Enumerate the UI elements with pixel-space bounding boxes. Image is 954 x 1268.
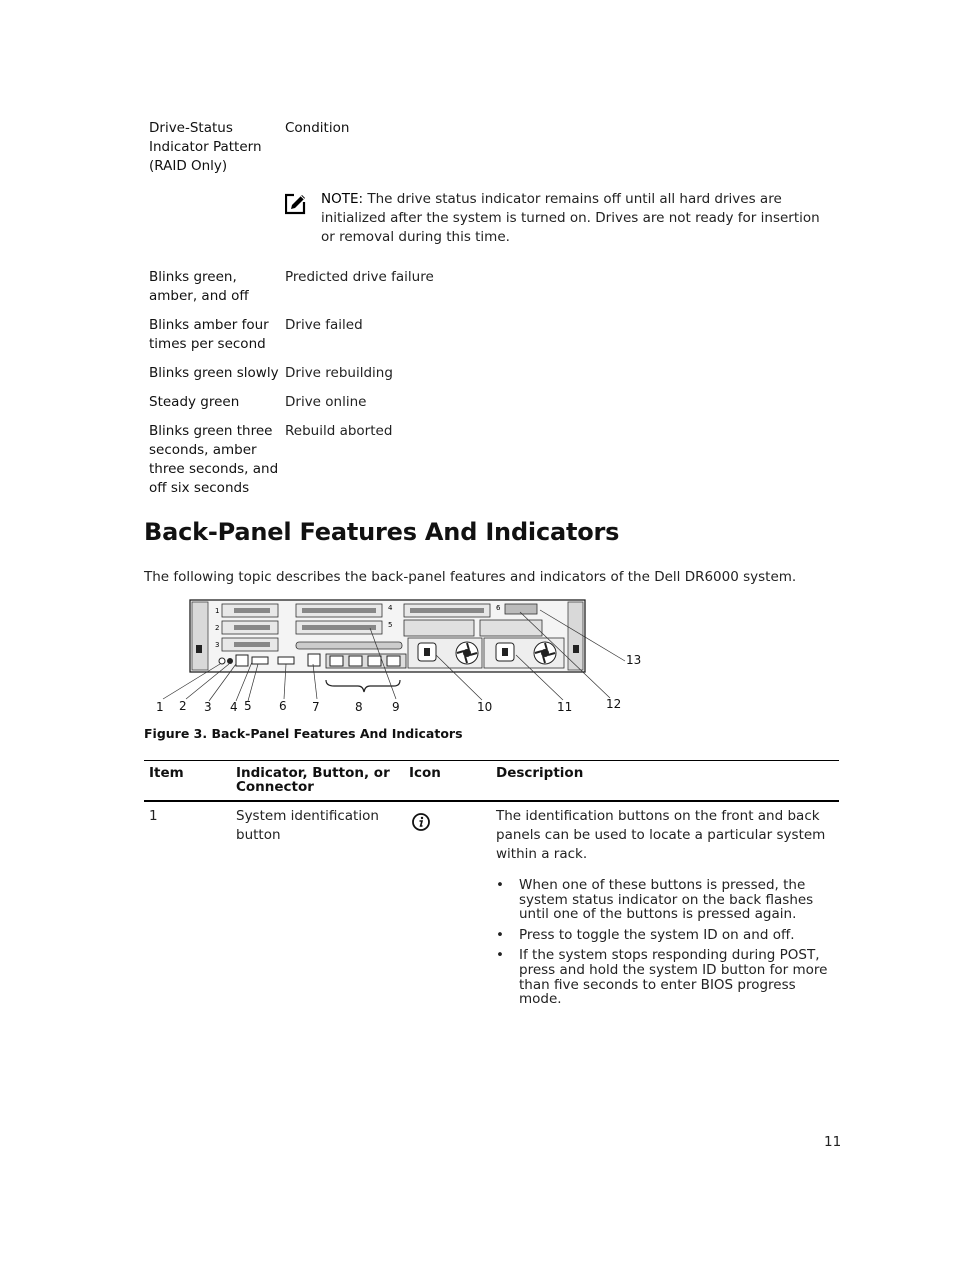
callout-label: 9 <box>392 700 400 714</box>
callout-label: 8 <box>355 700 363 714</box>
col-header-description: Description <box>496 765 584 781</box>
status-table-header-pattern <box>149 119 279 176</box>
row-name <box>236 807 401 845</box>
figure-caption: Figure 3. Back-Panel Features And Indicators <box>144 726 463 741</box>
slot-number: 6 <box>496 604 501 612</box>
table-header-rule <box>144 800 839 802</box>
description-line: panels can be used to locate a particular system <box>496 827 826 843</box>
slot-number: 2 <box>215 624 220 632</box>
bullet-item: • If the system stops responding during POST, press and hold the system ID button for more than five seconds to enter BIOS progress mode. <box>496 948 838 1006</box>
description-line: The identification buttons on the front and back <box>496 808 820 824</box>
name-line: System identification <box>236 808 379 824</box>
system-id-icon <box>411 812 431 832</box>
note-body: The drive status indicator remains off until all hard drives are initialized after the system is turned on. Drives are not ready for insertion or removal during this time. <box>321 191 820 245</box>
col-header-indicator: Indicator, Button, or Connector <box>236 765 390 795</box>
pattern-line: Blinks green, <box>149 269 237 285</box>
callout-label: 12 <box>606 697 622 711</box>
pattern-line: Blinks green three <box>149 423 273 439</box>
callout-label: 3 <box>204 700 212 714</box>
section-heading: Back-Panel Features And Indicators <box>144 518 620 546</box>
pattern-line: three seconds, and <box>149 461 279 477</box>
pattern-line: Blinks amber four <box>149 317 269 333</box>
status-row-condition: Predicted drive failure <box>285 269 434 285</box>
row-item-number: 1 <box>149 808 158 824</box>
pattern-line: off six seconds <box>149 480 250 496</box>
note-icon <box>285 193 307 215</box>
status-row-condition: Rebuild aborted <box>285 423 393 439</box>
status-row-pattern <box>149 393 283 412</box>
bullet-item: • When one of these buttons is pressed, the system status indicator on the back flashes until one of the buttons is pressed again. <box>496 878 838 922</box>
page-number: 11 <box>824 1134 842 1150</box>
status-row-condition: Drive online <box>285 394 367 410</box>
header-line: (RAID Only) <box>149 158 228 174</box>
slot-number: 3 <box>215 641 220 649</box>
callout-label: 11 <box>557 700 573 714</box>
note-label: NOTE: <box>321 191 364 207</box>
header-line: Indicator Pattern <box>149 139 262 155</box>
table-top-rule <box>144 760 839 761</box>
pattern-line: times per second <box>149 336 266 352</box>
pattern-line: Steady green <box>149 394 240 410</box>
callout-label: 13 <box>626 653 642 667</box>
header-line: Drive-Status <box>149 120 233 136</box>
callout-label: 6 <box>279 699 287 713</box>
status-row-pattern <box>149 268 283 306</box>
callout-label: 10 <box>477 700 493 714</box>
col-header-icon: Icon <box>409 765 441 781</box>
pattern-line: seconds, amber <box>149 442 257 458</box>
slot-number: 4 <box>388 604 393 612</box>
back-panel-figure <box>150 596 650 716</box>
callout-label: 7 <box>312 700 320 714</box>
section-intro: The following topic describes the back-panel features and indicators of the Dell DR6000 system. <box>144 569 797 585</box>
description-bullets <box>496 878 838 1013</box>
slot-number: 5 <box>388 621 393 629</box>
callout-label: 2 <box>179 699 187 713</box>
description-line: within a rack. <box>496 846 588 862</box>
status-row-pattern <box>149 422 283 498</box>
status-row-pattern <box>149 316 283 354</box>
status-row-condition: Drive rebuilding <box>285 365 393 381</box>
callout-label: 1 <box>156 700 164 714</box>
row-description <box>496 807 838 864</box>
bullet-item: • Press to toggle the system ID on and off. <box>496 928 838 943</box>
pattern-line: Blinks green slowly <box>149 365 279 381</box>
name-line: button <box>236 827 281 843</box>
note-text <box>321 190 836 247</box>
status-row-pattern <box>149 364 283 383</box>
callout-label: 5 <box>244 699 252 713</box>
callout-label: 4 <box>230 700 238 714</box>
status-row-condition: Drive failed <box>285 317 363 333</box>
col-header-item: Item <box>149 765 184 781</box>
status-table-header-condition: Condition <box>285 120 350 136</box>
pattern-line: amber, and off <box>149 288 249 304</box>
slot-number: 1 <box>215 607 220 615</box>
